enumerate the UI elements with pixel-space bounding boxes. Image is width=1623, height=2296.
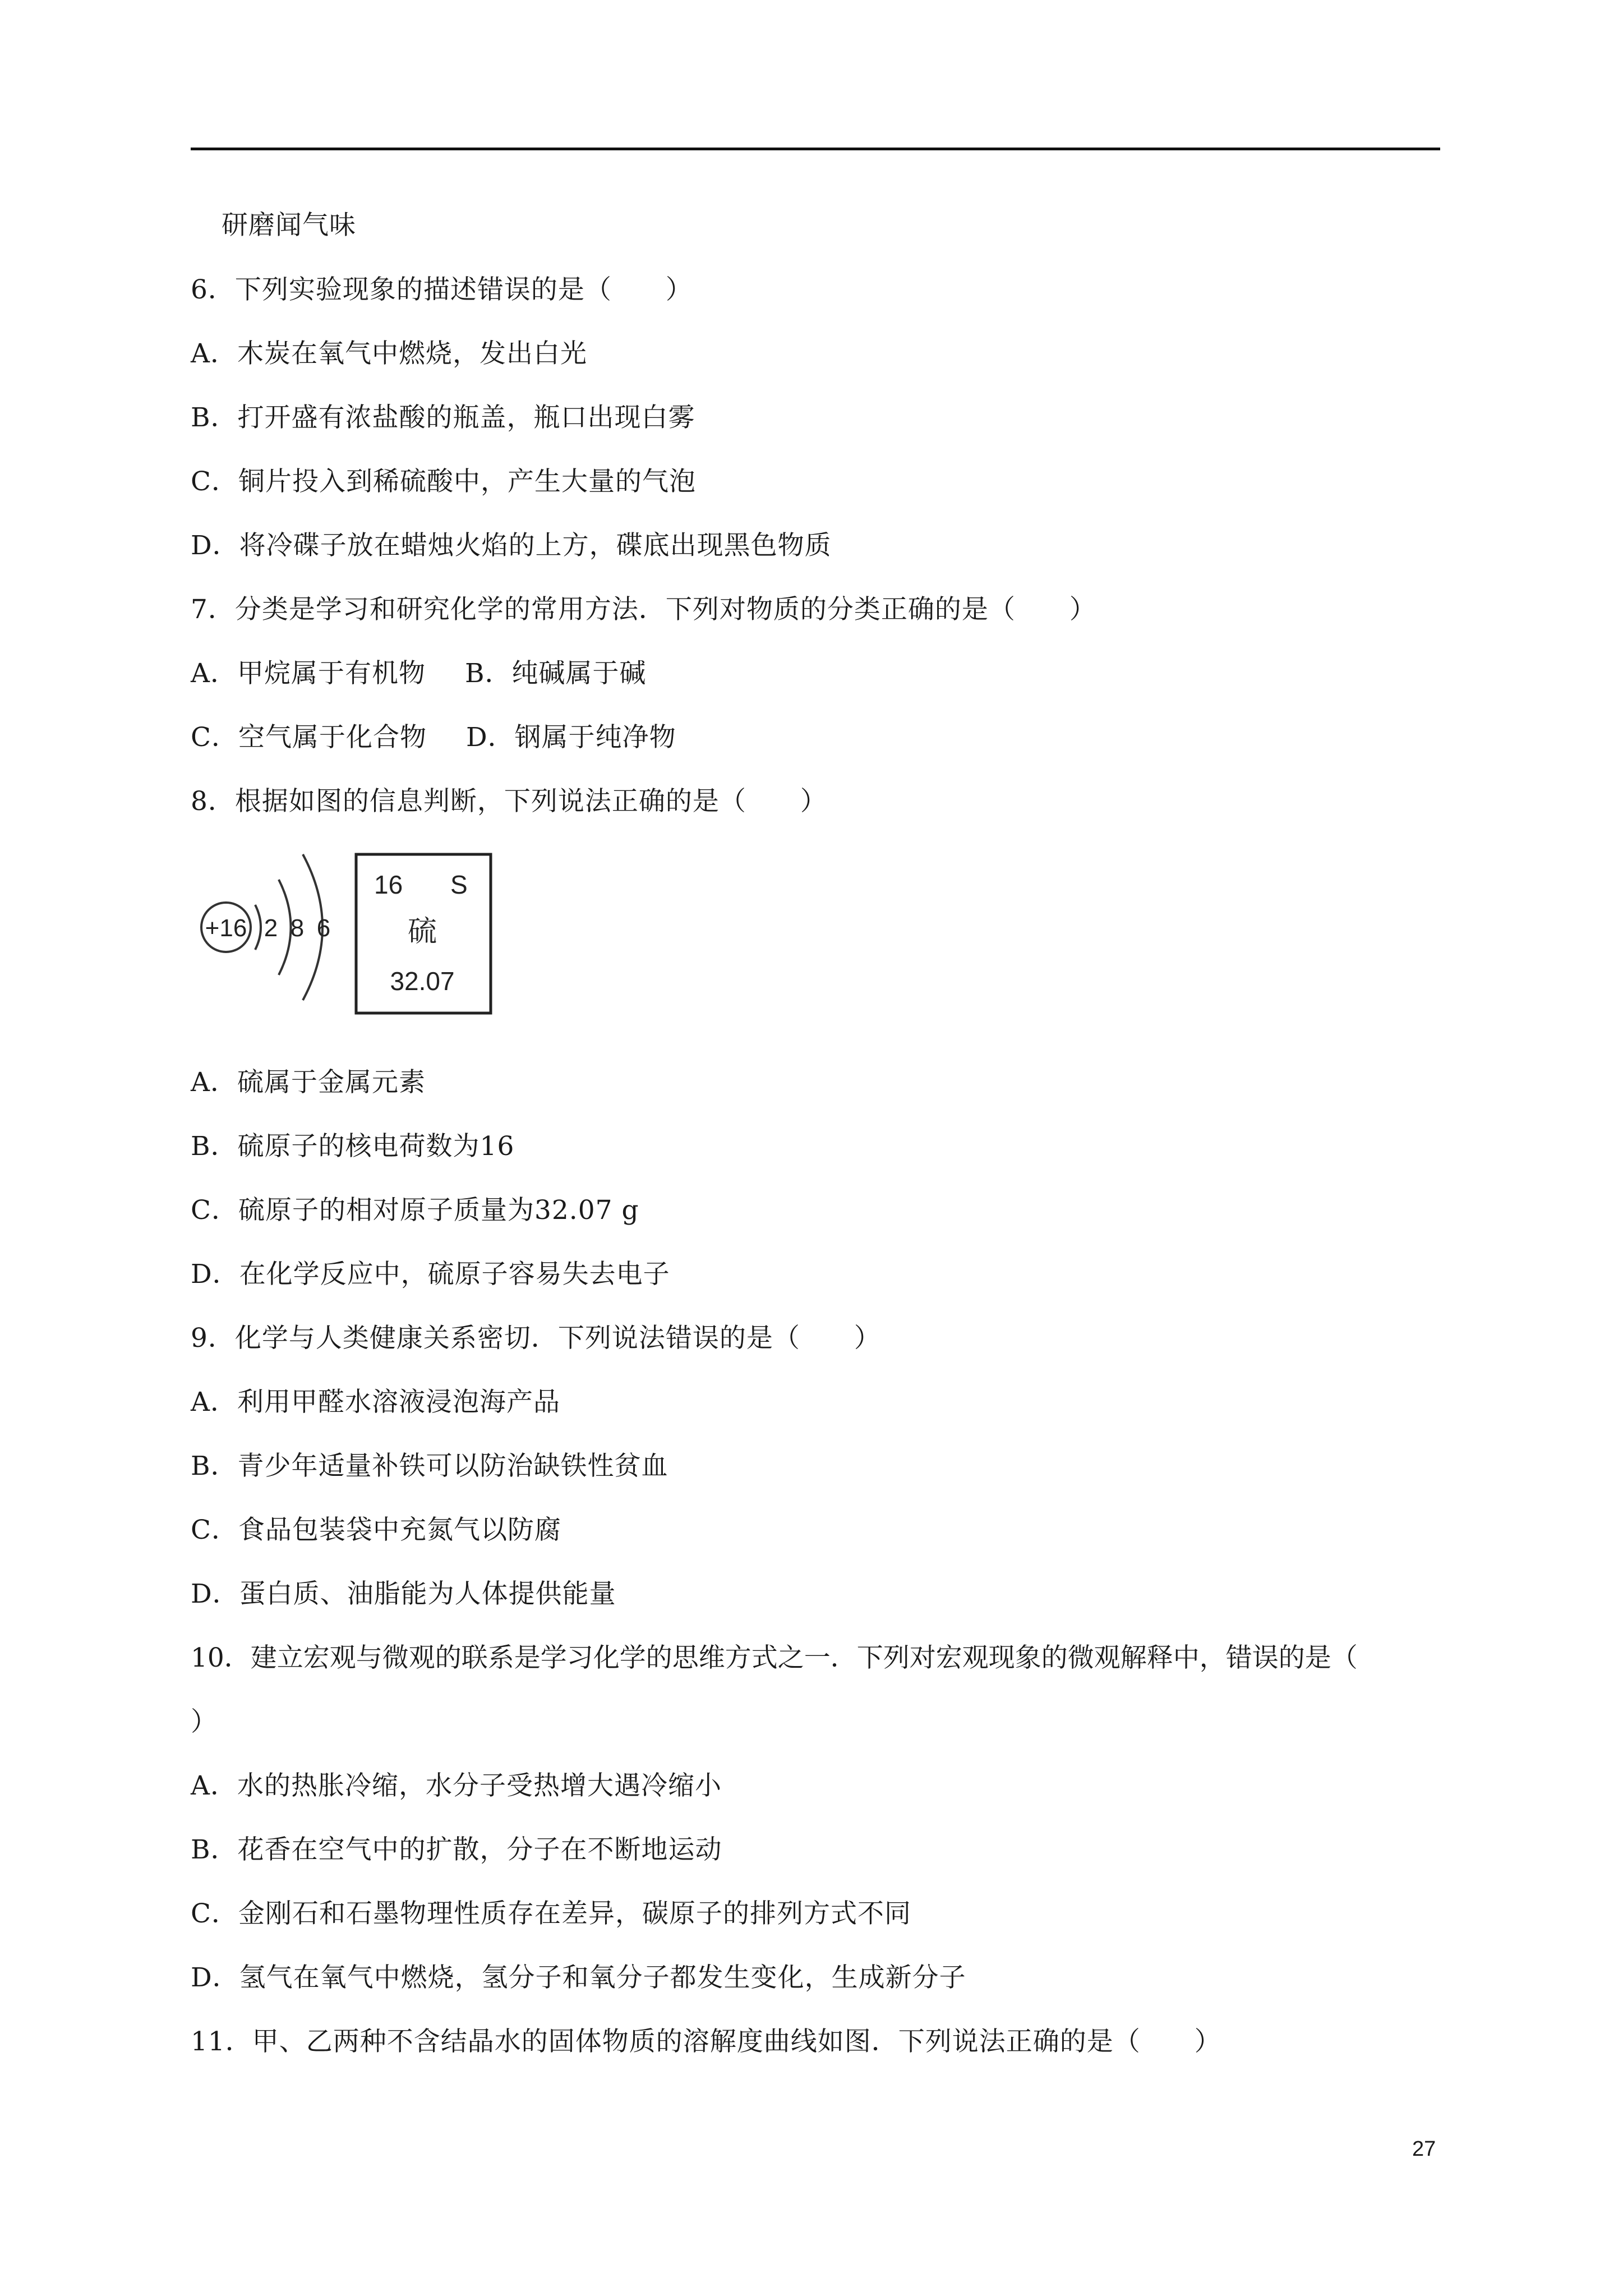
option-9b: B．青少年适量补铁可以防治缺铁性贫血: [191, 1451, 668, 1481]
option-6d: D．将冷碟子放在蜡烛火焰的上方，碟底出现黑色物质: [191, 530, 832, 561]
text-line: 研磨闻气味: [222, 210, 356, 241]
options-7ab: [191, 657, 1447, 691]
sulfur-atom-figure: [193, 832, 496, 1017]
shell-arc-1: [255, 905, 261, 950]
atomic-mass: 32.07: [390, 967, 455, 996]
option-10d: D．氢气在氧气中燃烧，氢分子和氧分子都发生变化，生成新分子: [191, 1962, 966, 1993]
option-9d: D．蛋白质、油脂能为人体提供能量: [191, 1579, 616, 1609]
option-8a: A．硫属于金属元素: [191, 1067, 426, 1098]
shell-electrons-1: 2: [264, 914, 278, 942]
option-10a: A．水的热胀冷缩，水分子受热增大遇冷缩小: [191, 1770, 722, 1801]
option-8b: B．硫原子的核电荷数为16: [191, 1131, 515, 1162]
option-10c: C．金刚石和石墨物理性质存在差异，碳原子的排列方式不同: [191, 1898, 911, 1929]
option-6c: C．铜片投入到稀硫酸中，产生大量的气泡: [191, 466, 696, 497]
question-8: 8．根据如图的信息判断，下列说法正确的是（ ）: [191, 786, 827, 817]
question-6: 6．下列实验现象的描述错误的是（ ）: [191, 274, 693, 305]
option-9a: A．利用甲醛水溶液浸泡海产品: [191, 1387, 560, 1418]
option-8c: C．硫原子的相对原子质量为32.07 g: [191, 1195, 639, 1226]
element-symbol: S: [450, 870, 468, 899]
shell-electrons-3: 6: [316, 914, 331, 942]
options-7cd: [191, 721, 1447, 754]
option-10b: B．花香在空气中的扩散，分子在不断地运动: [191, 1834, 722, 1865]
option-7c: C．空气属于化合物: [191, 722, 427, 753]
element-name: 硫: [407, 915, 437, 948]
nucleus-charge: +16: [205, 914, 247, 942]
element-card: [356, 854, 491, 1013]
question-7: 7．分类是学习和研究化学的常用方法．下列对物质的分类正确的是（ ）: [191, 594, 1096, 625]
option-8d: D．在化学反应中，硫原子容易失去电子: [191, 1259, 670, 1290]
atom-structure-diagram: [201, 854, 330, 1000]
question-9: 9．化学与人类健康关系密切．下列说法错误的是（ ）: [191, 1323, 881, 1354]
shell-arc-2: [279, 880, 291, 975]
question-10-continued: ）: [191, 1706, 218, 1737]
question-10: 10．建立宏观与微观的联系是学习化学的思维方式之一．下列对宏观现象的微观解释中，错误的是（: [191, 1642, 1358, 1673]
option-7d: D．钢属于纯净物: [465, 722, 676, 753]
page-number: 27: [1412, 2137, 1436, 2161]
atomic-number: 16: [374, 870, 403, 899]
option-7a: A．甲烷属于有机物: [191, 658, 426, 689]
question-11: 11．甲、乙两种不含结晶水的固体物质的溶解度曲线如图．下列说法正确的是（ ）: [191, 2026, 1221, 2057]
header-rule: [191, 148, 1440, 150]
option-6a: A．木炭在氧气中燃烧，发出白光: [191, 338, 587, 369]
option-9c: C．食品包装袋中充氮气以防腐: [191, 1515, 561, 1545]
option-7b: B．纯碱属于碱: [464, 658, 647, 689]
option-6b: B．打开盛有浓盐酸的瓶盖，瓶口出现白雾: [191, 402, 695, 433]
shell-electrons-2: 8: [290, 914, 305, 942]
